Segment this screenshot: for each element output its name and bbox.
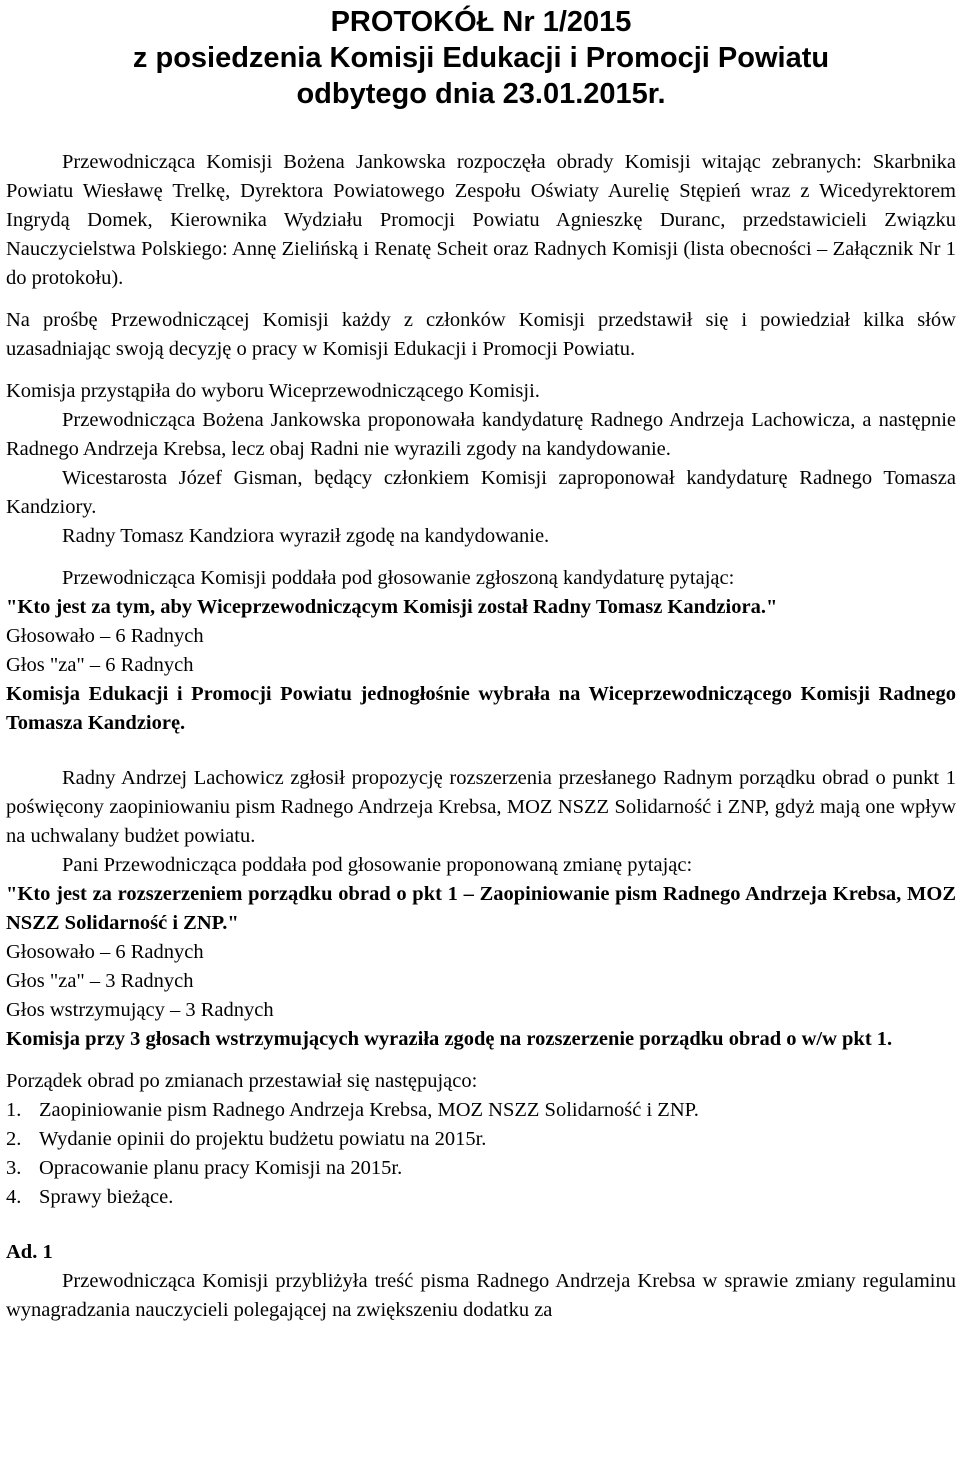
vote-2-result: Komisja przy 3 głosach wstrzymujących wyraziła zgodę na rozszerzenie porządku obrad o w/w pkt 1. [6, 1028, 893, 1050]
title-line-3: odbytego dnia 23.01.2015r. [296, 78, 666, 110]
paragraph-introductions: Na prośbę Przewodniczącej Komisji każdy z członków Komisji przedstawił się i powiedział kilka słów uzasadniając swoją decyzję o pracy w Komisji Edukacji i Promocji Powiatu. [6, 309, 956, 360]
vote-2-total: Głosowało – 6 Radnych [6, 941, 204, 963]
vote-2-abstain: Głos wstrzymujący – 3 Radnych [6, 999, 274, 1021]
list-item-text: Opracowanie planu pracy Komisji na 2015r. [39, 1157, 403, 1179]
list-item-number: 1. [6, 1099, 22, 1121]
vote-question-2: "Kto jest za rozszerzeniem porządku obrad o pkt 1 – Zaopiniowanie pism Radnego Andrzeja Krebsa, MOZ NSZZ Solidarność i ZNP." [6, 883, 956, 934]
list-item [6, 1096, 956, 1125]
paragraph-ad1: Przewodnicząca Komisji przybliżyła treść pisma Radnego Andrzeja Krebsa w sprawie zmiany regulaminu wynagradzania nauczycieli polegającej na zwiększeniu dodatku za [6, 1270, 956, 1321]
paragraph-proposals: Przewodnicząca Bożena Jankowska proponowała kandydaturę Radnego Andrzeja Lachowicza, a następnie Radnego Andrzeja Krebsa, lecz obaj Radni nie wyrazili zgody na kandydowanie. [6, 409, 956, 460]
vote-1-total: Głosowało – 6 Radnych [6, 625, 204, 647]
list-item-text: Wydanie opinii do projektu budżetu powiatu na 2015r. [39, 1128, 487, 1150]
list-item [6, 1183, 956, 1212]
vote-2-for: Głos "za" – 3 Radnych [6, 970, 194, 992]
title-line-1: PROTOKÓŁ Nr 1/2015 [330, 6, 632, 38]
paragraph-vote-intro: Przewodnicząca Komisji poddała pod głosowanie zgłoszoną kandydaturę pytając: [62, 567, 735, 589]
list-item [6, 1125, 956, 1154]
paragraph-opening: Przewodnicząca Komisji Bożena Jankowska rozpoczęła obrady Komisji witając zebranych: Skarbnika Powiatu Wiesławę Trelkę, Dyrektora Powiatowego Zespołu Oświaty Aurelię Stępień wraz z Wicedyrektorem Ingrydą Domek, Kierownika Wydziału Promocji Powiatu Agnieszkę Duranc, przedstawicieli Związku Nauczycielstwa Polskiego: Annę Zielińską i Renatę Scheit oraz Radnych Komisji (lista obecności – Załącznik Nr 1 do protokołu). [6, 151, 956, 289]
document-page [6, 0, 956, 1325]
list-item-text: Zaopiniowanie pism Radnego Andrzeja Krebsa, MOZ NSZZ Solidarność i ZNP. [39, 1099, 699, 1121]
list-item [6, 1154, 956, 1183]
paragraph-consent: Radny Tomasz Kandziora wyraził zgodę na kandydowanie. [62, 525, 550, 547]
list-item-number: 4. [6, 1186, 22, 1208]
paragraph-candidate: Wicestarosta Józef Gisman, będący członkiem Komisji zaproponował kandydaturę Radnego Tomasza Kandziory. [6, 467, 956, 518]
paragraph-agenda-proposal: Radny Andrzej Lachowicz zgłosił propozycję rozszerzenia przesłanego Radnym porządku obrad o punkt 1 poświęcony zaopiniowaniu pism Radnego Andrzeja Krebsa, MOZ NSZZ Solidarność i ZNP, gdyż mają one wpływ na uchwalany budżet powiatu. [6, 767, 956, 847]
paragraph-vote-2-intro: Pani Przewodnicząca poddała pod głosowanie proponowaną zmianę pytając: [62, 854, 693, 876]
list-item-text: Sprawy bieżące. [39, 1186, 174, 1208]
list-item-number: 3. [6, 1157, 22, 1179]
vote-1-result: Komisja Edukacji i Promocji Powiatu jednogłośnie wybrała na Wiceprzewodniczącego Komisji Radnego Tomasza Kandziorę. [6, 683, 956, 734]
agenda-list [6, 1096, 956, 1212]
title-line-2: z posiedzenia Komisji Edukacji i Promocji Powiatu [132, 42, 830, 74]
paragraph-agenda-intro: Porządek obrad po zmianach przestawiał się następująco: [6, 1070, 478, 1092]
vote-question-1: "Kto jest za tym, aby Wiceprzewodniczącym Komisji został Radny Tomasz Kandziora." [6, 596, 778, 618]
section-heading-ad1: Ad. 1 [6, 1241, 53, 1263]
paragraph-election-start: Komisja przystąpiła do wyboru Wiceprzewodniczącego Komisji. [6, 380, 540, 402]
vote-1-for: Głos "za" – 6 Radnych [6, 654, 194, 676]
list-item-number: 2. [6, 1128, 22, 1150]
document-title [6, 0, 956, 112]
